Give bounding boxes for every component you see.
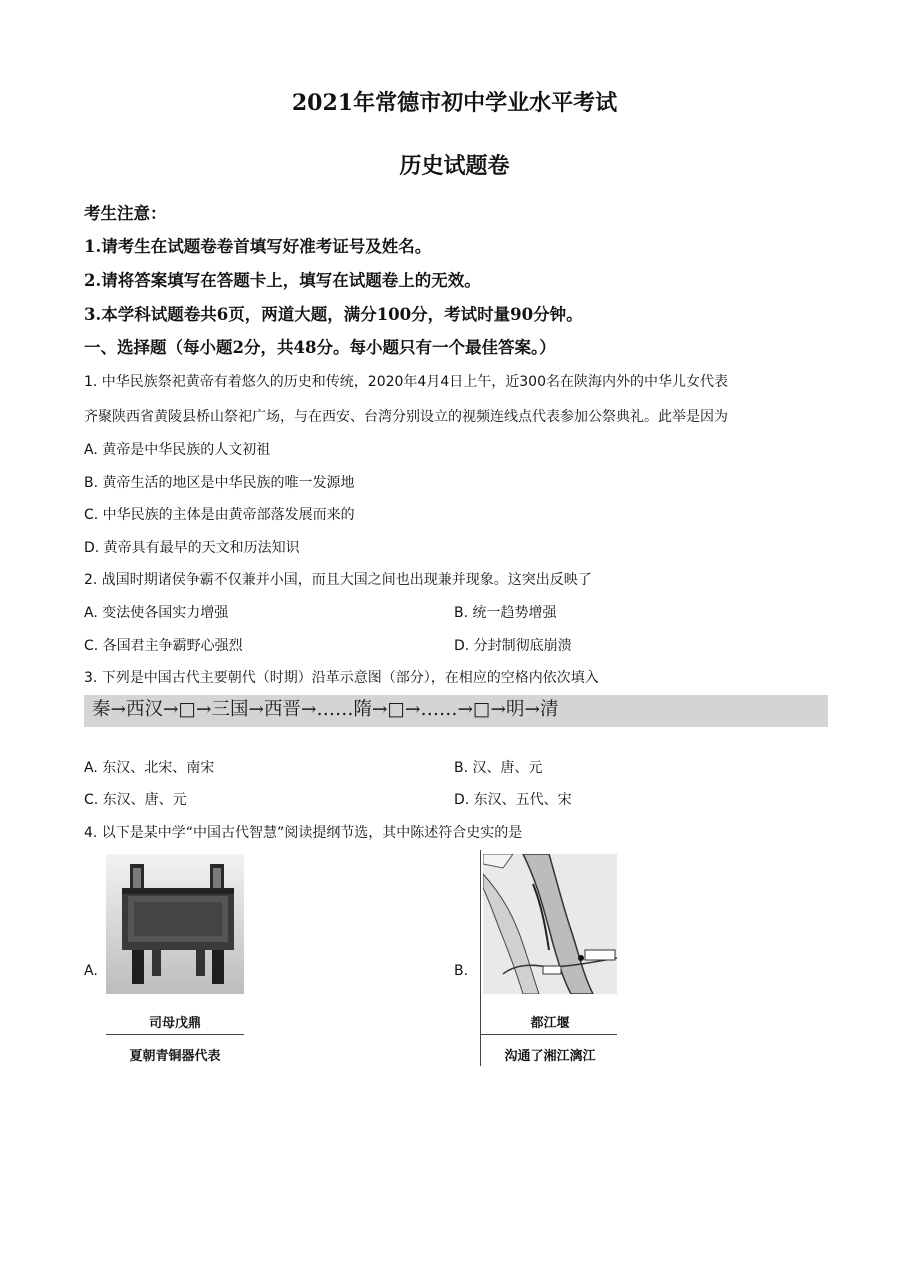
- question-3-option-c: C. 东汉、唐、元: [84, 792, 187, 808]
- question-3-option-a: A. 东汉、北宋、南宋: [84, 760, 215, 776]
- question-2-stem: 2. 战国时期诸侯争霸不仅兼并小国，而且大国之间也出现兼并现象。这突出反映了: [84, 572, 592, 588]
- question-2-option-b: B. 统一趋势增强: [454, 605, 557, 621]
- notice-item-3: 3.本学科试题卷共6页，两道大题，满分100分，考试时量90分钟。: [84, 305, 583, 324]
- page-title: 2021年常德市初中学业水平考试: [291, 90, 618, 116]
- question-1-option-b: B. 黄帝生活的地区是中华民族的唯一发源地: [84, 475, 355, 491]
- card-a-divider: [106, 1034, 244, 1035]
- ding-vessel-image: [106, 854, 244, 994]
- notice-item-2: 2.请将答案填写在答题卡上，填写在试题卷上的无效。: [84, 271, 481, 290]
- question-1-line-2: 齐聚陕西省黄陵县桥山祭祀广场，与在西安、台湾分别设立的视频连线点代表参加公祭典礼。此举是因为: [84, 409, 728, 425]
- notice-heading: 考生注意：: [84, 204, 167, 223]
- dujiangyan-caption: 都江堰: [530, 1016, 570, 1031]
- question-1-option-c: C. 中华民族的主体是由黄帝部落发展而来的: [84, 507, 355, 523]
- question-3-stem: 3. 下列是中国古代主要朝代（时期）沿革示意图（部分），在相应的空格内依次填入: [84, 670, 599, 686]
- question-2-option-d: D. 分封制彻底崩溃: [454, 638, 572, 654]
- card-b-divider: [480, 1034, 617, 1035]
- dynasty-timeline-image: 秦→西汉→□→三国→西晋→……隋→□→……→□→明→清: [84, 695, 828, 727]
- notice-item-1: 1.请考生在试题卷卷首填写好准考证号及姓名。: [84, 237, 432, 256]
- question-2-option-a: A. 变法使各国实力增强: [84, 605, 229, 621]
- ding-note: 夏朝青铜器代表: [129, 1049, 221, 1064]
- dujiangyan-map-image: [483, 854, 617, 994]
- question-1-option-d: D. 黄帝具有最早的天文和历法知识: [84, 540, 300, 556]
- page-subtitle: 历史试题卷: [399, 153, 510, 179]
- question-1-option-a: A. 黄帝是中华民族的人文初祖: [84, 442, 271, 458]
- question-1-line-1: 1. 中华民族祭祀黄帝有着悠久的历史和传统，2020年4月4日上午，近300名在陕海内外的中华儿女代表: [84, 374, 728, 390]
- question-2-option-c: C. 各国君主争霸野心强烈: [84, 638, 243, 654]
- question-3-option-b: B. 汉、唐、元: [454, 760, 543, 776]
- dujiangyan-note: 沟通了湘江漓江: [504, 1049, 596, 1064]
- ding-caption: 司母戊鼎: [148, 1016, 201, 1031]
- section-heading: 一、选择题（每小题2分，共48分。每小题只有一个最佳答案。）: [84, 338, 556, 357]
- question-3-option-d: D. 东汉、五代、宋: [454, 792, 572, 808]
- question-4-option-a-label: A.: [84, 963, 98, 979]
- question-4-option-b-label: B.: [454, 963, 469, 979]
- question-4-stem: 4. 以下是某中学“中国古代智慧”阅读提纲节选，其中陈述符合史实的是: [84, 825, 523, 841]
